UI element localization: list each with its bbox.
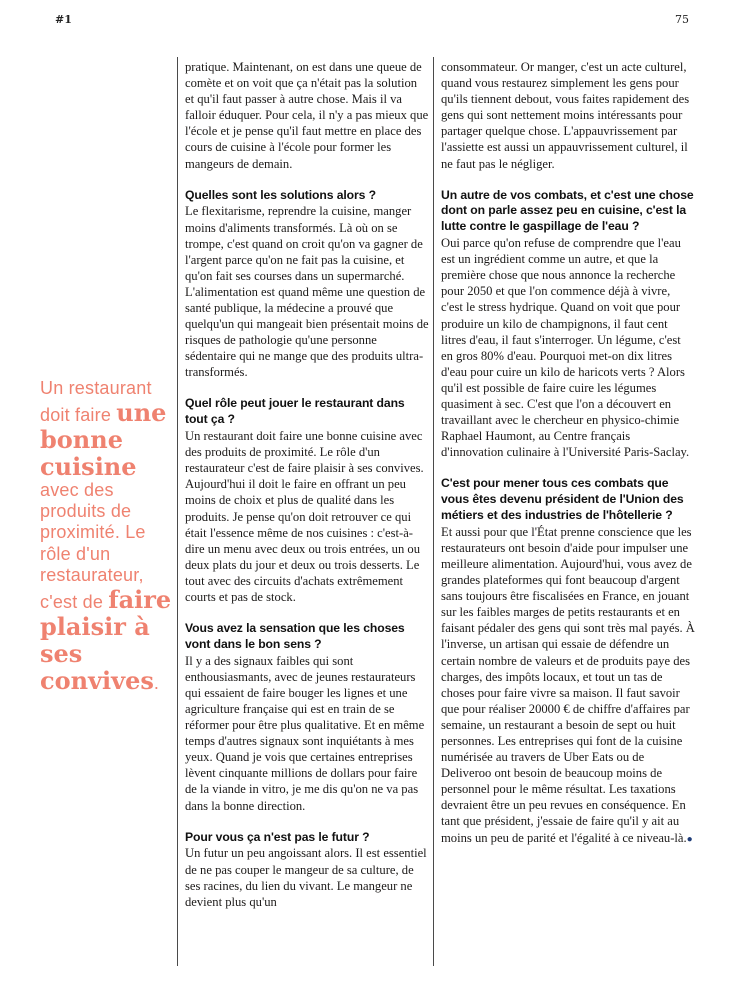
pull-quote-text: avec des produits de proximité. Le rôle d'un restaurateur, c'est de	[40, 480, 146, 612]
issue-label: #1	[55, 13, 72, 26]
interview-answer: Le flexitarisme, reprendre la cuisine, manger moins d'aliments transformés. Là où on se trompe, c'est quand on croit qu'on va gagner de l'argent parce qu'on ne fait pas la cuisine, et qu'on fait ses courses dans un supermarché. L'alimentation est quand même une question de santé publique, la médecine a prouvé que quelqu'un qui mangeait bien présentait moins de risques de pathologie qu'une personne sédentaire qui ne mange que des produits ultra-transformés.	[185, 204, 429, 380]
interview-question: Quelles sont les solutions alors ?	[185, 187, 376, 202]
interview-answer: Et aussi pour que l'État prenne conscience que les restaurateurs ont besoin d'aide pour impulser une meilleure alimentation. Aujourd'hui, vous avez de grandes plateformes qui font beaucoup d'argent sans toujours être fiscalisées en France, en jouant sur les faibles marges de petits restaurants et en faisant pédaler des gens qui sont très mal payés. À l'inverse, un artisan qui essaie de défendre un certain nombre de valeurs et de produits paye des charges, des impôts locaux, et tout un tas de choses pour faire vivre sa maison. Il faut savoir que pour réaliser 20000 € de chiffre d'affaires par semaine, un restaurant a besoin de sept ou huit personnes. Les entreprises qui font de la cuisine numérisée au travers de Uber Eats ou de Deliveroo ont besoin de beaucoup moins de personnel pour le même résultat. Les taxations devraient être un peu revues en conséquence. En tant que président, j'essaie de faire qu'il y ait au moins un peu de parité et l'égalité à ce niveau-là.●	[441, 524, 695, 845]
pull-quote-emphasis: une bonne cuisine	[40, 398, 167, 482]
page-number: 75	[675, 13, 689, 26]
pull-quote-text: .	[153, 672, 160, 693]
article-end-dot: ●	[686, 833, 693, 845]
pull-quote-text: Un restaurant doit faire	[40, 378, 152, 426]
interview-question: Quel rôle peut jouer le restaurant dans tout ça ?	[185, 396, 405, 427]
interview-answer: Il y a des signaux faibles qui sont enthousiasmants, avec de jeunes restaurateurs qui essaient de faire bouger les lignes et une agriculture française qui est en train de se réformer pour être plus qualitative. Et en même temps d'autres signaux sont inquiétants à mes yeux. Quand je vois que certaines entreprises lèvent cinquante millions de dollars pour faire de la viande in vitro, je me dis qu'on ne va pas dans la bonne direction.	[185, 653, 425, 813]
pull-quote	[40, 378, 174, 694]
pull-quote-emphasis: faire plaisir à ses convives	[40, 584, 172, 695]
interview-answer: Un futur un peu angoissant alors. Il est essentiel de ne pas couper le mangeur de sa culture, de ses racines, du lien du vivant. Le mangeur ne devient plus qu'un	[185, 846, 427, 909]
article-column-right	[433, 57, 695, 966]
interview-answer: consommateur. Or manger, c'est un acte culturel, quand vous restaurez simplement les gens pour qu'ils tiennent debout, vous faites rapidement des gens qui sont nettement moins intéressants pour partager quelque chose. L'appauvrissement par l'assiette est aussi un appauvrissement culturel, il ne faut pas le négliger.	[441, 60, 690, 171]
interview-question: Un autre de vos combats, et c'est une chose dont on parle assez peu en cuisine, c'est la lutte contre le gaspillage de l'eau ?	[441, 187, 694, 234]
article-column-left	[177, 57, 429, 966]
interview-question: C'est pour mener tous ces combats que vous êtes devenu président de l'Union des métiers et des industries de l'hôtellerie ?	[441, 476, 684, 522]
interview-answer: Oui parce qu'on refuse de comprendre que l'eau est un ingrédient comme un autre, et que la première chose que nous annonce la recherche pour 2050 et que l'on commence déjà à vivre, c'est le stress hydrique. Quand on voit que pour produire un kilo de champignons, il faut cent litres d'eau, il faut s'interroger. Un légume, c'est en gros 80% d'eau. Pourquoi met-on dix litres d'eau pour cuire un kilo de haricots verts ? Alors qu'il est possible de faire cuire les légumes quasiment à sec. C'est que l'on a découvert en travaillant avec le chercheur en physico-chimie Raphael Haumont, au Centre français d'innovation culinaire à l'Université Paris-Saclay.	[441, 236, 690, 460]
interview-answer: Un restaurant doit faire une bonne cuisine avec des produits de proximité. Le rôle d'un restaurateur c'est de faire plaisir à ses convives. Aujourd'hui il doit le faire en offrant un peu moins de choix et plus de qualité dans les produits. Je pense qu'on doit retrouver ce qui était l'essence même de nos cuisines : c'est-à-dire un menu avec deux ou trois entrées, un ou deux plats du jour et deux ou trois desserts. Le tout avec des circuits d'achats extrêmement courts et pas de stock.	[185, 429, 424, 605]
interview-question: Vous avez la sensation que les choses vont dans le bon sens ?	[185, 621, 405, 651]
interview-question: Pour vous ça n'est pas le futur ?	[185, 829, 370, 844]
interview-answer: pratique. Maintenant, on est dans une queue de comète et on voit que ça n'était pas la solution et qu'il faut passer à autre chose. Mais il va falloir éduquer. Pour cela, il n'y a pas mieux que l'école et je pense qu'il faut mettre en place des cours de cuisine à l'école pour former les mangeurs de demain.	[185, 60, 429, 171]
